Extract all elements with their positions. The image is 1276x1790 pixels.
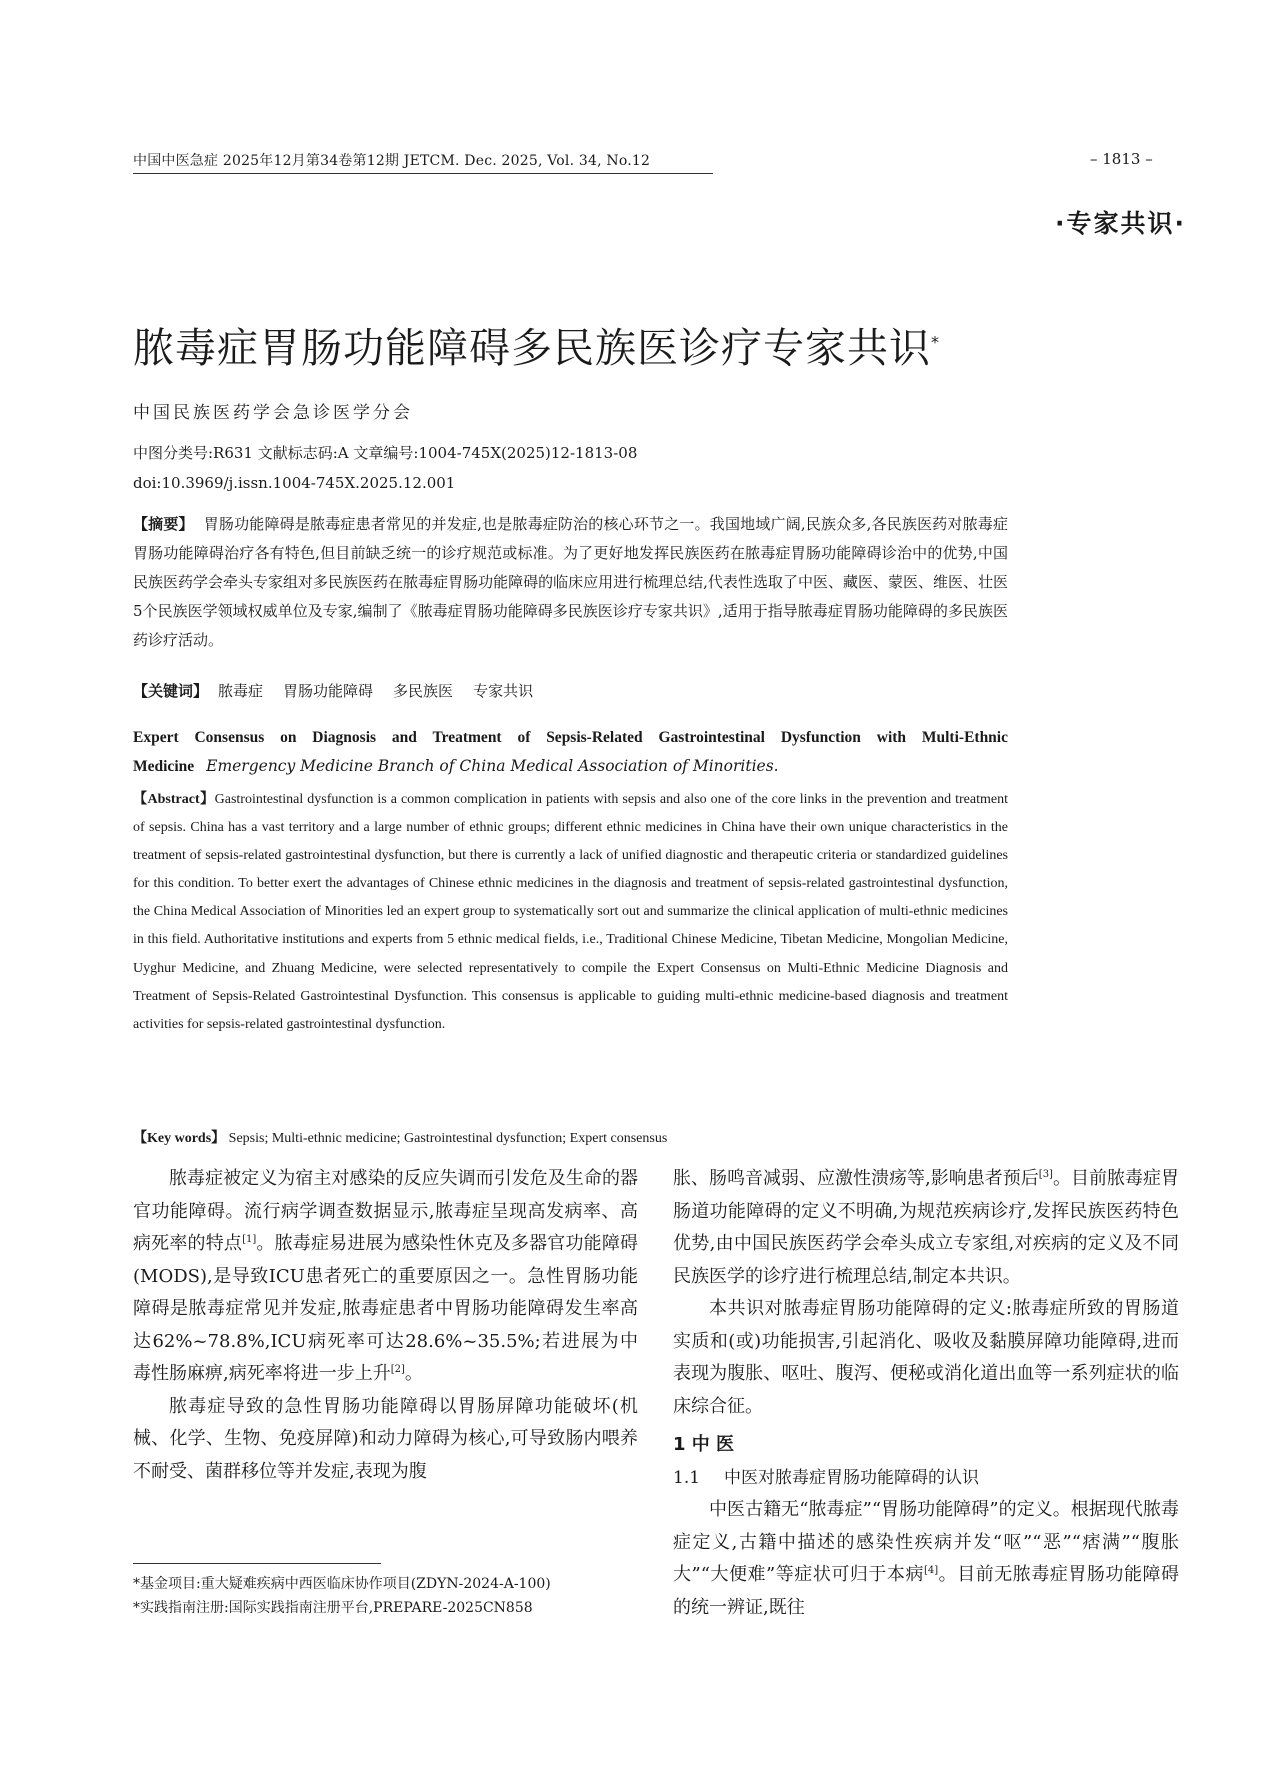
doi-line: doi:10.3969/j.issn.1004-745X.2025.12.001: [133, 474, 456, 492]
keyword-cn: 脓毒症: [218, 682, 264, 700]
subsection-heading: [673, 1462, 1179, 1495]
abstract-cn-label: 【摘要】: [133, 515, 194, 533]
citation-ref[interactable]: [2]: [390, 1364, 405, 1375]
keywords-en-text: Sepsis; Multi-ethnic medicine; Gastrointestinal dysfunction; Expert consensus: [228, 1131, 668, 1146]
body-text: 。脓毒症易进展为感染性休克及多器官功能障碍(MODS),是导致ICU患者死亡的重要原因之一。急性胃肠功能障碍是脓毒症常见并发症,脓毒症患者中胃肠功能障碍发生率高达62%~78.8%,ICU病死率可达28.6%~35.5%;若进展为中毒性肠麻痹,病死率将进一步上升: [133, 1233, 639, 1384]
body-text: 。: [404, 1363, 423, 1384]
abstract-en-label: 【Abstract】: [133, 792, 215, 807]
article-title-text: 脓毒症胃肠功能障碍多民族医诊疗专家共识: [133, 324, 931, 372]
abstract-en-text: Gastrointestinal dysfunction is a common complication in patients with sepsis and also one of the core links in the prevention and treatment of sepsis. China has a vast territory and a large number of ethnic groups; different ethnic medicines in China have their own unique characteristics in the treatment of sepsis-related gastrointestinal dysfunction, but there is currently a lack of unified diagnostic and therapeutic criteria or standardized guidelines for this condition. To better exert the advantages of Chinese ethnic medicines in the diagnosis and treatment of sepsis-related gastrointestinal dysfunction, the China Medical Association of Minorities led an expert group to systematically sort out and summarize the clinical application of multi-ethnic medicines in this field. Authoritative institutions and experts from 5 ethnic medical fields, i.e., Traditional Chinese Medicine, Tibetan Medicine, Mongolian Medicine, Uyghur Medicine, and Zhuang Medicine, were selected representatively to compile the Expert Consensus on Multi-Ethnic Medicine Diagnosis and Treatment of Sepsis-Related Gastrointestinal Dysfunction. This consensus is applicable to guiding multi-ethnic medicine-based diagnosis and treatment activities for sepsis-related gastrointestinal dysfunction.: [133, 792, 1008, 1032]
footnote-registration: *实践指南注册:国际实践指南注册平台,PREPARE-2025CN858: [133, 1600, 533, 1616]
body-column-right: [673, 1163, 1179, 1624]
abstract-cn-text: 胃肠功能障碍是脓毒症患者常见的并发症,也是脓毒症防治的核心环节之一。我国地域广阔,民族众多,各民族医药对脓毒症胃肠功能障碍治疗各有特色,但目前缺乏统一的诊疗规范或标准。为了更好地发挥民族医药在脓毒症胃肠功能障碍诊治中的优势,中国民族医药学会牵头专家组对多民族医药在脓毒症胃肠功能障碍的临床应用进行梳理总结,代表性选取了中医、藏医、蒙医、维医、壮医5个民族医学领域权威单位及专家,编制了《脓毒症胃肠功能障碍多民族医诊疗专家共识》,适用于指导脓毒症胃肠功能障碍的多民族医药诊疗活动。: [133, 515, 1008, 649]
citation-ref[interactable]: [1]: [242, 1234, 257, 1245]
keywords-en-label: 【Key words】: [133, 1131, 226, 1146]
english-title-block: [133, 723, 1008, 781]
title-footnote-mark: *: [931, 332, 940, 352]
footnote-funding: *基金项目:重大疑难疾病中西医临床协作项目(ZDYN-2024-A-100): [133, 1576, 551, 1592]
page-number: – 1813 –: [1090, 150, 1153, 168]
english-author: Emergency Medicine Branch of China Medical Association of Minorities.: [206, 757, 779, 775]
keywords-cn: [133, 680, 1008, 701]
body-text: 。目前脓毒症胃肠道功能障碍的定义不明确,为规范疾病诊疗,发挥民族医药特色优势,由中国民族医药学会牵头成立专家组,对疾病的定义及不同民族医学的诊疗进行梳理总结,制定本共识。: [673, 1168, 1179, 1287]
body-paragraph: [133, 1163, 638, 1391]
keyword-cn: 胃肠功能障碍: [283, 682, 374, 700]
keyword-cn: 专家共识: [473, 682, 534, 700]
body-text: 脓毒症被定义为宿主对感染的反应失调而引发危及生命的器官功能障碍。流行病学调查数据显示,脓毒症呈现高发病率、高病死率的特点: [133, 1168, 638, 1254]
abstract-en: [133, 786, 1008, 1039]
keywords-en: [133, 1127, 1008, 1147]
citation-ref[interactable]: [4]: [923, 1565, 939, 1576]
column-tag: ·专家共识·: [1055, 209, 1186, 238]
body-paragraph: 脓毒症导致的急性胃肠功能障碍以胃肠屏障功能破坏(机械、化学、生物、免疫屏障)和动力障碍为核心,可导致肠内喂养不耐受、菌群移位等并发症,表现为腹: [133, 1395, 638, 1482]
journal-header: 中国中医急症 2025年12月第34卷第12期 JETCM. Dec. 2025, Vol. 34, No.12: [133, 150, 713, 174]
body-column-left: [133, 1163, 638, 1488]
keywords-cn-label: 【关键词】: [133, 682, 209, 700]
body-paragraph: [673, 1163, 1179, 1293]
citation-ref[interactable]: [3]: [1038, 1169, 1053, 1180]
keyword-cn: 多民族医: [393, 682, 454, 700]
body-text: 中医古籍无“脓毒症”“胃肠功能障碍”的定义。根据现代脓毒症定义,古籍中描述的感染性疾病并发“呕”“恶”“痞满”“腹胀大”“大便难”等症状可归于本病: [673, 1499, 1179, 1585]
body-paragraph: [673, 1494, 1179, 1624]
subsection-title: 中医对脓毒症胃肠功能障碍的认识: [724, 1467, 980, 1488]
footnotes: [133, 1574, 638, 1622]
body-text: 胀、肠鸣音减弱、应激性溃疡等,影响患者预后: [673, 1168, 1039, 1189]
section-heading: 1 中 医: [673, 1434, 735, 1455]
body-paragraph: 本共识对脓毒症胃肠功能障碍的定义:脓毒症所致的胃肠道实质和(或)功能损害,引起消化、吸收及黏膜屏障功能障碍,进而表现为腹胀、呕吐、腹泻、便秘或消化道出血等一系列症状的临床综合征。: [673, 1298, 1179, 1417]
article-author: 中国民族医药学会急诊医学分会: [133, 403, 413, 423]
classification-line: 中图分类号:R631 文献标志码:A 文章编号:1004-745X(2025)12-1813-08: [133, 444, 638, 462]
abstract-cn: [133, 510, 1008, 655]
english-title: Expert Consensus on Diagnosis and Treatment of Sepsis-Related Gastrointestinal Dysfunction with Multi-Ethnic Medicine: [133, 729, 1008, 775]
footnote-divider: [133, 1563, 381, 1564]
body-text: 。目前无脓毒症胃肠功能障碍的统一辨证,既往: [673, 1564, 1180, 1618]
article-title: [133, 315, 1143, 374]
subsection-number: 1.1: [673, 1467, 701, 1488]
